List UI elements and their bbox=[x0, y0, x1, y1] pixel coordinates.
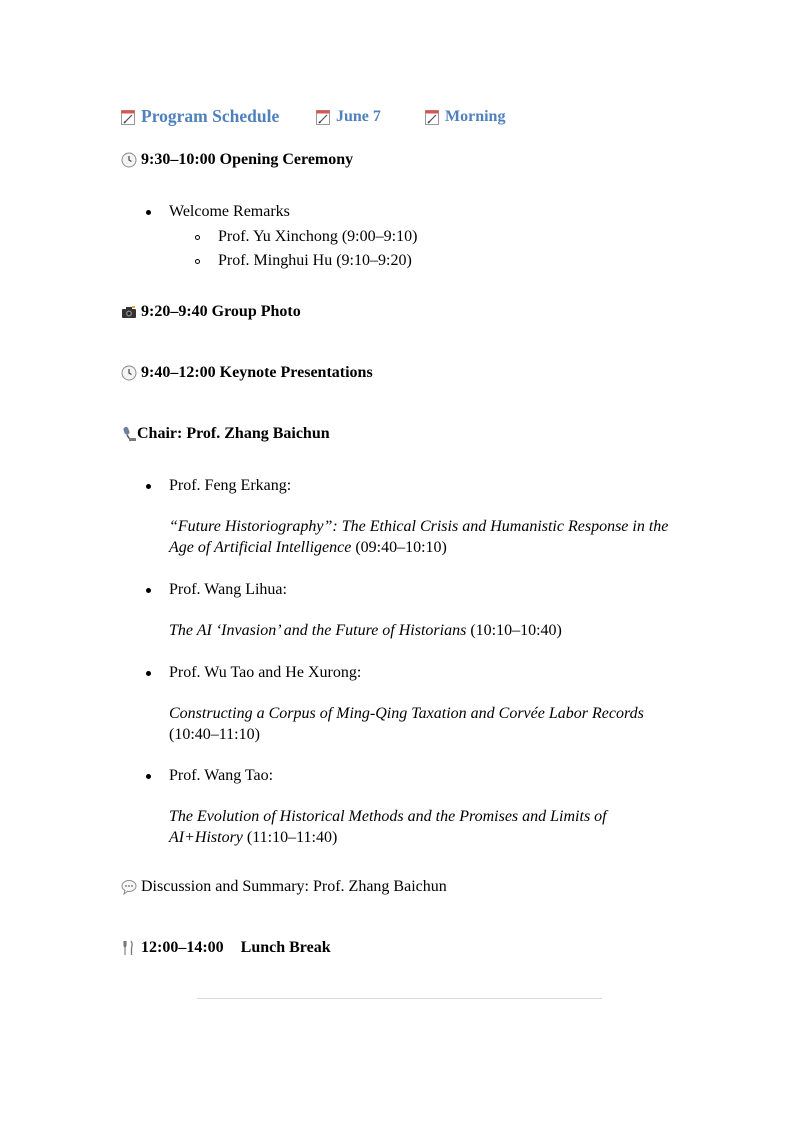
talk-3-title-line1: Constructing a Corpus of Ming-Qing Taxation and Corvée Labor Records bbox=[169, 705, 644, 722]
opening-speaker-1: Prof. Yu Xinchong (9:00–9:10) bbox=[218, 228, 418, 245]
discussion-line bbox=[121, 879, 447, 895]
talk-4-title-line2 bbox=[169, 830, 337, 846]
talk-1-speaker: Prof. Feng Erkang: bbox=[169, 477, 292, 494]
microphone-icon bbox=[121, 426, 137, 442]
talk-4-title-line1: The Evolution of Historical Methods and the Promises and Limits of bbox=[169, 808, 607, 825]
bullet bbox=[146, 671, 151, 676]
chair-heading bbox=[121, 425, 330, 443]
calendar-icon bbox=[316, 109, 330, 125]
talk-2-title-text: The AI ‘Invasion’ and the Future of Historians bbox=[169, 622, 467, 639]
talk-1-title-line2-text: Age of Artificial Intelligence bbox=[169, 539, 352, 556]
bullet bbox=[146, 210, 151, 215]
talk-2-speaker: Prof. Wang Lihua: bbox=[169, 581, 287, 598]
talk-1-title-line1: “Future Historiography”: The Ethical Crisis and Humanistic Response in the bbox=[169, 518, 669, 535]
talk-1-title-line2 bbox=[169, 540, 447, 556]
header-session bbox=[425, 109, 505, 125]
talk-1-time: (09:40–10:10) bbox=[351, 539, 447, 556]
fork-knife-icon bbox=[121, 940, 135, 956]
speech-bubble-icon bbox=[121, 879, 137, 895]
talk-3-speaker: Prof. Wu Tao and He Xurong: bbox=[169, 664, 362, 681]
talk-2-time: (10:10–10:40) bbox=[466, 622, 562, 639]
clock-icon bbox=[121, 365, 137, 381]
lunch-label: Lunch Break bbox=[240, 939, 331, 956]
bullet bbox=[146, 588, 151, 593]
opening-speaker-2: Prof. Minghui Hu (9:10–9:20) bbox=[218, 252, 412, 269]
talk-4-title-line2-text: AI+History bbox=[169, 829, 243, 846]
camera-icon bbox=[121, 304, 137, 320]
calendar-icon bbox=[121, 109, 135, 125]
chair-heading-text: Chair: Prof. Zhang Baichun bbox=[137, 425, 330, 442]
header-date bbox=[316, 109, 381, 125]
sub-bullet bbox=[195, 259, 200, 264]
lunch-heading bbox=[121, 939, 331, 957]
keynote-heading-text: 9:40–12:00 Keynote Presentations bbox=[141, 364, 373, 381]
bullet bbox=[146, 484, 151, 489]
keynote-heading bbox=[121, 364, 373, 382]
clock-icon bbox=[121, 152, 137, 168]
calendar-icon bbox=[425, 109, 439, 125]
header-title-text: Program Schedule bbox=[141, 106, 280, 126]
lunch-time: 12:00–14:00 bbox=[141, 939, 224, 956]
bullet bbox=[146, 774, 151, 779]
talk-4-speaker: Prof. Wang Tao: bbox=[169, 767, 274, 784]
talk-2-title-line1 bbox=[169, 623, 562, 639]
welcome-remarks: Welcome Remarks bbox=[169, 203, 290, 220]
group-photo-heading bbox=[121, 303, 301, 321]
horizontal-rule bbox=[197, 998, 602, 999]
header-date-text: June 7 bbox=[336, 108, 381, 125]
opening-heading-text: 9:30–10:00 Opening Ceremony bbox=[141, 151, 354, 168]
talk-4-time: (11:10–11:40) bbox=[242, 829, 338, 846]
header-session-text: Morning bbox=[445, 108, 506, 125]
discussion-text: Discussion and Summary: Prof. Zhang Baichun bbox=[141, 878, 447, 895]
group-photo-heading-text: 9:20–9:40 Group Photo bbox=[141, 303, 301, 320]
header-title bbox=[121, 108, 279, 126]
opening-heading bbox=[121, 151, 353, 169]
sub-bullet bbox=[195, 235, 200, 240]
talk-3-time: (10:40–11:10) bbox=[169, 726, 260, 743]
